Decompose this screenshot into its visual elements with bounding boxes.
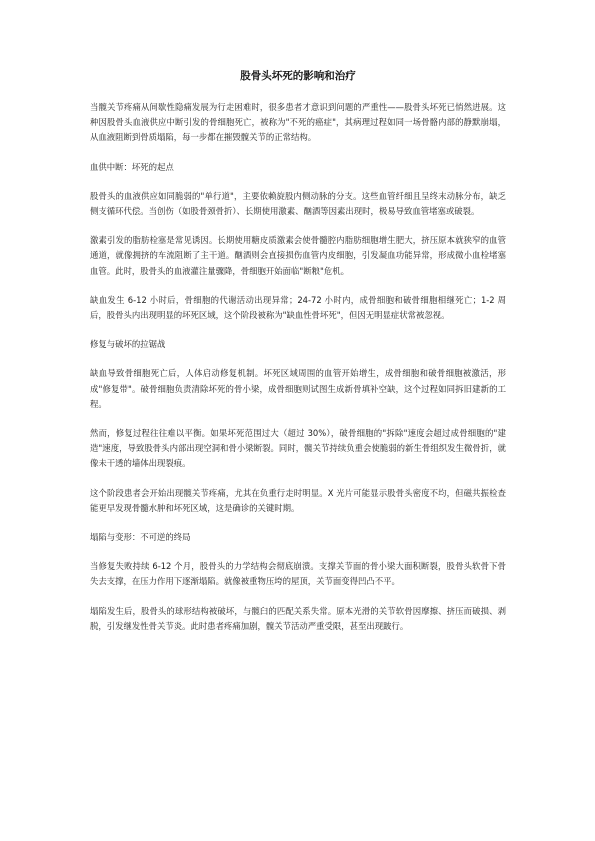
- paragraph: 然而，修复过程往往难以平衡。如果坏死范围过大（超过 30%），破骨细胞的"拆除"速度会超过成骨细胞的"建造"速度，导致股骨头内部出现空洞和骨小梁断裂。同时，髋关节持续负重会使脆弱的新生骨组织发生微骨折，就像未干透的墙体出现裂痕。: [90, 428, 506, 469]
- document-page: [90, 68, 506, 648]
- intro-paragraph: 当髋关节疼痛从间歇性隐痛发展为行走困难时，很多患者才意识到问题的严重性——股骨头坏死已悄然进展。这种因股骨头血液供应中断引发的骨细胞死亡，被称为"不死的癌症"，其病理过程如同一场骨骼内部的静默崩塌，从血液阻断到骨质塌陷，每一步都在摧毁髋关节的正常结构。: [90, 102, 506, 143]
- paragraph: 缺血导致骨细胞死亡后，人体启动修复机制。坏死区域周围的血管开始增生，成骨细胞和破骨细胞被激活，形成"修复带"。破骨细胞负责清除坏死的骨小梁，成骨细胞则试图生成新骨填补空缺，这个过程如同拆旧建新的工程。: [90, 368, 506, 409]
- section-heading-blood-supply: 血供中断：坏死的起点: [90, 161, 174, 172]
- paragraph: 塌陷发生后，股骨头的球形结构被破坏，与髋臼的匹配关系失常。原本光滑的关节软骨因摩擦、挤压而破损、剥脱，引发继发性骨关节炎。此时患者疼痛加剧，髋关节活动严重受限，甚至出现跛行。: [90, 605, 506, 631]
- paragraph: 当修复失败持续 6-12 个月，股骨头的力学结构会彻底崩溃。支撑关节面的骨小梁大面积断裂，股骨头软骨下骨失去支撑，在压力作用下逐渐塌陷。就像被重物压垮的屋顶，关节面变得凹凸不平。: [90, 561, 507, 587]
- paragraph: 激素引发的脂肪栓塞是常见诱因。长期使用糖皮质激素会使骨髓腔内脂肪细胞增生肥大，挤压原本就狭窄的血管通道，就像拥挤的车流阻断了主干道。酗酒则会直接损伤血管内皮细胞，引发凝血功能异常，形成微小血栓堵塞血管。此时，股骨头的血液灌注量骤降，骨细胞开始面临"断粮"危机。: [90, 235, 506, 276]
- document-title: 股骨头坏死的影响和治疗: [240, 70, 356, 82]
- paragraph: 这个阶段患者会开始出现髋关节疼痛，尤其在负重行走时明显。X 光片可能显示股骨头密度不均，但磁共振检查能更早发现骨髓水肿和坏死区域，这是确诊的关键时期。: [90, 487, 506, 513]
- paragraph: 股骨头的血液供应如同脆弱的"单行道"，主要依赖旋股内侧动脉的分支。这些血管纤细且呈终末动脉分布，缺乏侧支循环代偿。当创伤（如股骨颈骨折）、长期使用激素、酗酒等因素出现时，极易导致血管堵塞或破裂。: [90, 190, 506, 217]
- section-heading-collapse: 塌陷与变形：不可逆的终局: [90, 532, 191, 543]
- section-heading-repair: 修复与破坏的拉锯战: [90, 339, 166, 350]
- paragraph: 缺血发生 6-12 小时后，骨细胞的代谢活动出现异常；24-72 小时内，成骨细胞和破骨细胞相继死亡；1-2 周后，股骨头内出现明显的坏死区域，这个阶段被称为"缺血性骨坏死"，但因无明显症状常被忽视。: [90, 294, 506, 321]
